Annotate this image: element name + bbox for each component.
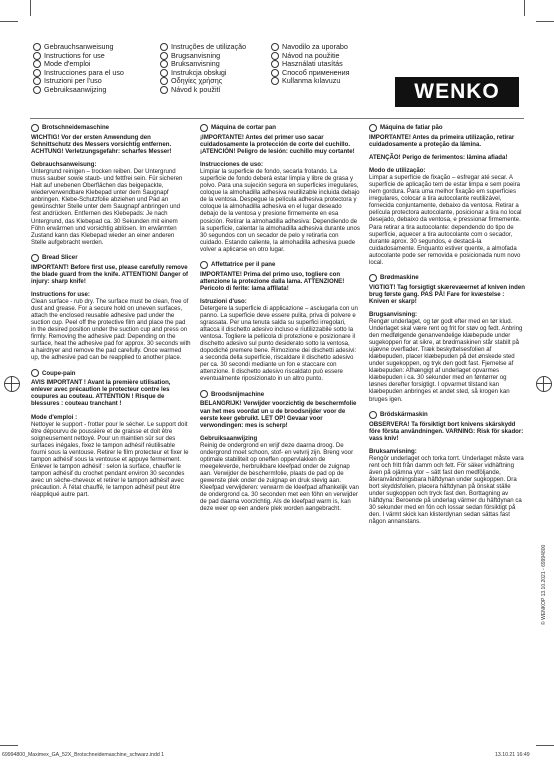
usage-text-dk: Rengør underlaget, og tør godt efter med en tør klud. Underlaget skal være rent og frit for støv og fedt. Anbring den medfølgende genanvendelige klæbepude under sugekoppen for at sikre, at brødmaskinen står stabilt på ujævne overflader. Træk beskyttelsesfolien af klæbepuden, placer klæbepuden på det ønskede sted under sugekoppen, og tryk den godt fast. Fjernelse af klæbepuden: Afhængigt af underlaget opvarmes klæbepuden i ca. 30 sekunder med en føntørrer og løsnes derefter forsigtigt. I opvarmet tilstand kan klæbepuden anbringes et andet sted, så krogen kan bruges igen.	[369, 317, 523, 403]
language-label: Instrucciones para el uso	[44, 67, 124, 77]
language-label: Bruksanvisning	[171, 59, 220, 69]
warning2-pt: ATENÇÃO! Perigo de ferimentos: lâmina afiada!	[369, 154, 508, 162]
flag-nl-icon	[33, 86, 41, 94]
language-label: Navodilo za uporabo	[282, 42, 348, 51]
language-list-2	[160, 43, 246, 94]
language-label: Istruzioni per l'uso	[44, 76, 102, 86]
crop-mark	[524, 0, 525, 16]
flag-tr-icon	[271, 77, 279, 85]
section-heading-it: Affettatrice per il pane	[200, 261, 361, 269]
flag-se-icon	[160, 52, 168, 60]
usage-text-it: Detergere la superficie di applicazione – asciugarla con un panno. La superficie deve essere pulita, priva di polvere e sgrassata. Per una tenuta salda su superfici irregolari, attacca il dischetto adesivo incluso e riutilizzabile sotto la ventosa. Togliere la pellicola di protezione e posizionare il dischetto adesivo sul punto desiderato sotto la ventosa, dopodiché premere bene. Rimozione dei dischetti adesivi: a seconda della superficie, riscaldare il dischetto adesivo per ca. 30 secondi mediante un fon e staccare con attenzione. Il dischetto adesivo riscaldato può essere eventualmente riposizionato in un altro punto.	[200, 304, 358, 383]
language-item	[160, 86, 246, 95]
column-es-it-nl	[200, 123, 361, 512]
section-heading-fr: Coupe-pain	[31, 369, 191, 377]
divider	[30, 118, 524, 119]
side-copyright: © WENKOP 13.10.2021 - 69994800	[541, 544, 547, 625]
usage-text-fr: Nettoyer le support - frotter pour le sécher. Le support doit être dépourvu de poussière et de graisse et doit être soigneusement nettoyé. Pour un maintien sûr sur des surfaces inégales, fixez le tampon adhésif réutilisable fourni sous la ventouse. Retirer le film protecteur et fixer le tampon adhésif sous la ventouse et appuye fermement. Enlever le tampon adhésif : selon la surface, chauffer le tampon adhésif du crochet pendant environ 30 secondes avec un sèche-cheveux et retirer le tampon adhésif avec précaution. À l'état chauffé, le tampon adhésif peut être réappliqué autre part.	[31, 420, 189, 499]
language-list-1	[33, 43, 124, 94]
flag-dk-icon	[369, 274, 377, 282]
flag-cz-icon	[271, 52, 279, 60]
usage-text-pt: Limpar a superfície de fixação – esfregar até secar. A superfície de aplicação tem de estar limpa e sem poeira nem gordura. Para uma melhor fixação em superfícies irregulares, colocar a tira autocolante reutilizável, fornecida conjuntamente, debaixo da ventosa. Retirar a película protectora autocolante, posicionar a tira no local desejado, debaixo da ventosa, e pressionar firmemente. Para retirar a tira autocolante: dependendo do tipo de superfície, aquecer a tira autocolante com o secador, durante aprox. 30 segundos, e destacá-la cuidadosamente. Enquanto estiver quente, a almofada autocolante pode ser removida e posicionada num novo local.	[369, 174, 522, 266]
usage-title-it: Istruzioni d'uso:	[200, 297, 247, 305]
flag-gb-icon	[31, 254, 39, 262]
flag-gr-icon	[160, 77, 168, 85]
flag-it-icon	[200, 261, 208, 269]
usage-title-en: Instructions for use:	[31, 290, 90, 298]
crop-mark	[30, 0, 31, 16]
language-label: Gebruiksaanwijzing	[44, 84, 107, 94]
language-label: Návod na použitie	[282, 50, 340, 60]
wenko-logo	[395, 77, 519, 107]
crop-mark	[0, 745, 18, 746]
flag-de-icon	[31, 124, 39, 132]
logo-text: WENKO	[414, 80, 500, 103]
registration-mark-icon	[536, 376, 552, 392]
column-pt-dk-se	[369, 123, 525, 525]
flag-dk-icon	[160, 60, 168, 68]
language-label: Kullanma kılavuzu	[282, 76, 341, 86]
warning-de: WICHTIG! Vor der ersten Anwendung den Schnittschutz des Messers vorsichtig entfernen. ACHTUNG! Verletzungsgefahr: scharfes Messer!	[31, 134, 172, 156]
warning-pt: IMPORTANTE! Antes da primeira utilização, retirar cuidadosamente a proteção da lâmina.	[369, 134, 515, 149]
section-heading-es: Máquina de cortar pan	[200, 124, 361, 132]
usage-text-de: Untergrund reinigen – trocken reiben. Der Untergrund muss sauber sowie staub- und fettfrei sein. Für sicheren Halt auf unebenen Oberflächen das beigepackte, wiederverwendbare Klebepad unter dem Saugnapf anbringen. Klebe-Schutzfolie abziehen und Pad an gewünschter Stelle unter dem Saugnapf anbringen und fest andrücken. Entfernen des Klebepads: Je nach Untergrund, das Klebepad ca. 30 Sekunden mit einem Föhn erwärmen und vorsichtig ablösen. Im erwärmten Zustand kann das Klebepad wieder an einer anderen Stelle aufgebracht werden.	[31, 168, 183, 246]
language-item	[33, 86, 124, 95]
flag-ru-icon	[271, 69, 279, 77]
usage-title-nl: Gebruiksaanwijzing	[200, 434, 258, 442]
flag-si-icon	[271, 43, 279, 51]
flag-pl-icon	[160, 69, 168, 77]
flag-gb-icon	[33, 52, 41, 60]
usage-title-fr: Mode d'emploi :	[31, 413, 78, 421]
usage-title-es: Instrucciones de uso:	[200, 161, 263, 169]
crop-mark	[536, 21, 554, 22]
language-label: Brugsanvisning	[171, 50, 221, 60]
flag-pt-icon	[369, 124, 377, 132]
warning-dk: VIGTIGT! Tag forsigtigt skærevæernet af kniven inden brug første gang. PAS PÅ! Fare for kvæstelse : Kniven er skarp!	[369, 283, 525, 305]
section-heading-se: Brödskärmaskin	[369, 411, 525, 419]
flag-es-icon	[33, 69, 41, 77]
language-label: Instructions for use	[44, 50, 105, 60]
footer-timestamp: 13.10.21 16:49	[495, 752, 530, 758]
flag-nl-icon	[200, 390, 208, 398]
language-list-3	[271, 43, 350, 86]
language-label: Használati utasítás	[282, 59, 343, 69]
usage-title-pt: Modo de utilização:	[369, 167, 426, 175]
column-de-en-fr	[31, 123, 191, 498]
warning-it: IMPORTANTE! Prima del primo uso, togliere con attenzione la protezione dalla lama. ATTENZIONE! Pericolo di ferite: lama affilata!	[200, 270, 345, 292]
warning-fr: AVIS IMPORTANT ! Avant la première utilisation, enlever avec précaution le protecteur contre les coupures au couteau. ATTENTION ! Risque de blessures : couteau tranchant !	[31, 379, 171, 408]
flag-fr-icon	[31, 369, 39, 377]
language-label: Návod k použití	[171, 84, 221, 94]
language-label: Instruções de utilização	[171, 42, 247, 51]
language-label: Gebrauchsanweisung	[44, 42, 114, 51]
warning-en: IMPORTANT! Before first use, please carefully remove the blade guard from the knife. ATTENTION! Danger of injury: sharp knife!	[31, 263, 189, 285]
flag-sk-icon	[160, 86, 168, 94]
warning-se: OBSERVERA! Ta försiktigt bort knivens skärskydd före första användningen. VARNING: Risk för skador: vass kniv!	[369, 420, 524, 442]
flag-de-icon	[33, 43, 41, 51]
language-label: Instrukcja obsługi	[171, 67, 227, 77]
usage-title-se: Bruksanvisning:	[369, 447, 417, 455]
flag-fr-icon	[33, 60, 41, 68]
warning-nl: BELANGRIJK! Verwijder voorzichtig de beschermfolie van het mes voordat un u de broodsnijder voor de eerste keer gebruikt. LET OP! Gevaar voor verwondingen: mes is scherp!	[200, 400, 357, 429]
crop-mark	[536, 745, 554, 746]
flag-es-icon	[200, 124, 208, 132]
usage-text-en: Clean surface - rub dry. The surface must be clean, free of dust and grease. For a secure hold on uneven surfaces, attach the enclosed reusable adhesive pad under the suction cup. Peel off the protective film and place the pad in the desired position under the suction cup and press on firmly. Removing the adhesive pad: Depending on the surface, heat the adhesive pad for approx. 30 seconds with a hairdryer and remove the pad carefully. Once warmed up, the adhesive pad can be reapplied to another place.	[31, 297, 191, 362]
language-label: Способ применения	[282, 67, 350, 77]
language-label: Mode d'emploi	[44, 59, 91, 69]
usage-text-se: Rengör underlaget och torka torrt. Underlaget måste vara rent och fritt från damm och fett. För säker vidhäftning även på ojämna ytor – sätt fast den medföljande, återanvändningsbara häftdynan under sugkoppen. Dra bort skyddsfolien, placera häftdynan på önskat ställe under sugkoppen och tryck fast den. Borttagning av häftdyna: Beroende på underlag värmer du häftdynan ca 30 sekunder med en fön och lossar sedan försiktigt på den. I värmt skick kan klisterdynan sedan sättas fast någon annanstans.	[369, 454, 524, 526]
section-heading-de: Brotschneidemaschine	[31, 124, 191, 132]
section-heading-en: Bread Slicer	[31, 254, 191, 262]
section-heading-pt: Máquina de fatiar pão	[369, 124, 525, 132]
usage-title-de: Gebrauchsanweisung:	[31, 161, 97, 169]
flag-hu-icon	[271, 60, 279, 68]
usage-title-dk: Brugsanvisning:	[369, 310, 418, 318]
registration-mark-icon	[4, 376, 20, 392]
flag-pt-icon	[160, 43, 168, 51]
section-heading-dk: Brødmaskine	[369, 274, 525, 282]
section-heading-nl: Broodsnijmachine	[200, 390, 361, 398]
crop-mark	[0, 21, 18, 22]
usage-text-es: Limpiar la superficie de fondo, secarla frotando. La superficie de fondo deberá estar limpia y libre de grasa y polvo. Para una sujeción segura en superficies irregulares, coloque la almohadilla adhesiva reutilizable incluida debajo de la ventosa. Despegue la película adhesiva protectora y coloque la almohadilla adhesiva en el lugar deseado debajo de la ventosa y presione firmemente en esa posición. Retirar la almohadilla adhesiva: Dependiendo de la superficie, calentar la almohadilla adhesiva durante unos 30 segundos con un secador de pelo y retirarla con cuidado. Estando caliente, la almohadilla adhesiva puede volver a aplicarse en otro lugar.	[200, 168, 360, 253]
usage-text-nl: Reinig de ondergrond en wrijf deze daarna droog. De ondergrond moet schoon, stof- en vetvrij zijn. Breng voor optimale stabiliteit op oneffen oppervlakken de meegeleverde, herbruikbare kleefpad onder de zuignap aan. Verwijder de beschermfolie, plaats de pad op de gewenste plek onder de zuignap en druk stevig aan. Kleefpad verwijderen: verwarm de kleefpad afhankelijk van de ondergrond ca. 30 seconden met een föhn en verwijder de pad daarna voorzichtig. Als de kleefpad warm is, kan deze weer op een andere plek worden aangebracht.	[200, 441, 359, 513]
flag-se-icon	[369, 411, 377, 419]
flag-it-icon	[33, 77, 41, 85]
footer-filename: 69994800_Maximex_GA_52X_Brotschneidemaschine_schwarz.indd 1	[2, 752, 165, 758]
language-item	[271, 77, 350, 86]
language-label: Οδηγίες χρήσης	[171, 76, 223, 86]
warning-es: ¡IMPORTANTE! Antes del primer uso sacar cuidadosamente la protección de corte del cuchillo. ¡ATENCIÓN! Peligro de lesión: cuchillo muy cortante!	[200, 134, 355, 156]
